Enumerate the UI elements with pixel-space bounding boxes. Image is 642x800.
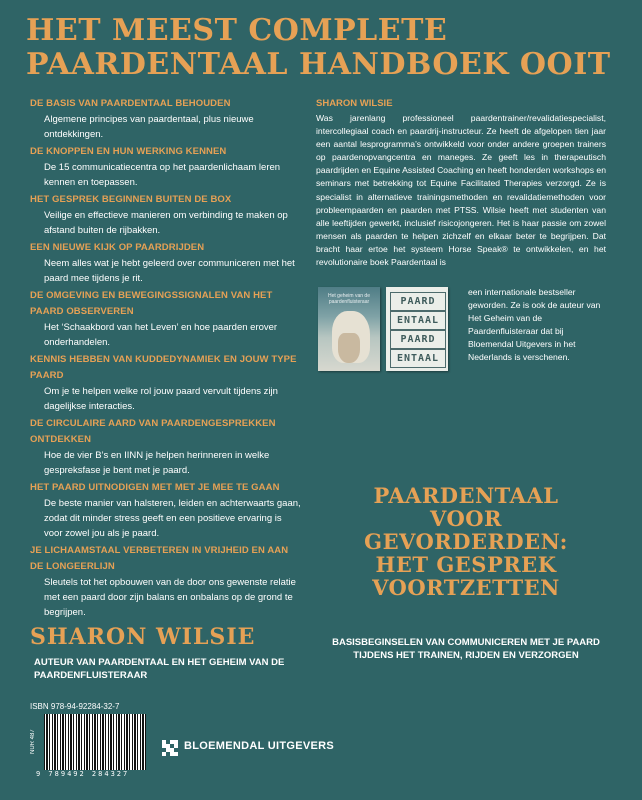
barcode-icon — [44, 714, 146, 770]
main-title-line: PAARDENTAAL — [373, 483, 559, 508]
main-title-line: HET GESPREK — [375, 552, 557, 577]
book-title — [26, 14, 626, 82]
topic-heading: HET PAARD UITNODIGEN MET MET JE MEE TE GAAN — [30, 482, 280, 493]
topic-heading: HET GESPREK BEGINNEN BUITEN DE BOX — [30, 194, 232, 205]
book-cover-text: PAARD — [390, 330, 446, 349]
topic-heading: KENNIS HEBBEN VAN KUDDEDYNAMIEK EN JOUW TYPE PAARD — [30, 354, 297, 381]
main-title-line: GEVORDERDEN: — [364, 529, 568, 554]
publisher-name: BLOEMENDAL UITGEVERS — [184, 740, 335, 752]
publisher-logo-icon — [162, 740, 178, 756]
topic-text: Algemene principes van paardentaal, plus nieuwe ontdekkingen. — [44, 114, 254, 140]
book-main-title — [318, 484, 614, 599]
topic-text: De 15 communicatiecentra op het paardenlichaam leren kennen en toepassen. — [44, 162, 281, 188]
topic-heading: DE KNOPPEN EN HUN WERKING KENNEN — [30, 146, 227, 157]
topic-item — [30, 240, 302, 286]
book-cover-image-geheim — [318, 287, 380, 371]
topic-text: De beste manier van halsteren, leiden en achterwaarts gaan, zodat dit minder stress geeft en een positieve ervaring is voor zowel jou als je paard. — [44, 498, 301, 539]
main-title-line: VOOR — [430, 506, 502, 531]
topic-item — [30, 480, 302, 541]
topic-item — [30, 192, 302, 238]
barcode-digits: 9 789492 284327 — [36, 770, 130, 778]
book-subtitle: BASISBEGINSELEN VAN COMMUNICEREN MET JE PAARD TIJDENS HET TRAINEN, RIJDEN EN VERZORGEN — [332, 637, 600, 661]
topic-heading: JE LICHAAMSTAAL VERBETEREN IN VRIJHEID EN AAN DE LONGEERLIJN — [30, 545, 289, 572]
title-line-2: PAARDENTAAL HANDBOEK OOIT — [26, 47, 611, 82]
topic-item — [30, 288, 302, 350]
topic-text: Sleutels tot het opbouwen van de door ons gewenste relatie met een paard door zijn balans en onbalans op de grond te begrijpen. — [44, 577, 296, 618]
nur-code: NUR 487 — [30, 729, 36, 755]
isbn-text: ISBN 978-94-92284-32-7 — [30, 702, 120, 711]
book-cover-text: ENTAAL — [390, 311, 446, 330]
book-cover-text: ENTAAL — [390, 349, 446, 368]
book-cover-text: PAARD — [390, 292, 446, 311]
author-subtitle: AUTEUR VAN PAARDENTAAL EN HET GEHEIM VAN DE PAARDENFLUISTERAAR — [34, 657, 285, 681]
topic-heading: DE OMGEVING EN BEWEGINGSSIGNALEN VAN HET PAARD OBSERVEREN — [30, 290, 273, 317]
topic-heading: EEN NIEUWE KIJK OP PAARDRIJDEN — [30, 242, 205, 253]
topic-text: Veilige en effectieve manieren om verbinding te maken op afstand buiten de rijbakken. — [44, 210, 288, 236]
topic-item — [30, 543, 302, 620]
topic-text: Neem alles wat je hebt geleerd over communiceren met het paard mee tijdens je rit. — [44, 258, 295, 284]
topic-text: Om je te helpen welke rol jouw paard vervult tijdens zijn dagelijkse interacties. — [44, 386, 278, 412]
topic-heading: DE CIRCULAIRE AARD VAN PAARDENGESPREKKEN ONTDEKKEN — [30, 418, 276, 445]
bio-heading: SHARON WILSIE — [316, 98, 393, 109]
topic-text: Het ‘Schaakbord van het Leven’ en hoe paarden erover onderhandelen. — [44, 322, 278, 348]
bio-text: Was jarenlang professioneel paardentrainer/revalidatiespecialist, intercollegiaal coach en paardrij-instructeur. Ze heeft de afgelopen tien jaar een aantal lesprogramma’s ontwikkeld voor onder andere groepen trainers op paardenopvangcentra en maneges. Ze geeft les in therapeutisch paardrijden en Equine Assisted Coaching en heeft honderden workshops en seminars met betrekking tot Equine Facilitated Therapies verzorgd. Ze is specialist in alternatieve trainingsmethoden en revalidatiemethoden voor probleempaarden en paarden met PTSS. Wilsie heeft met studenten van alle leeftijden gewerkt, inclusief risicojongeren. Het is haar passie om zowel mensen als paarden te helpen zichzelf en elkaar beter te begrijpen. Dat bracht haar ertoe het systeem Horse Speak® te ontwikkelen, en het revolutionaire boek Paardentaal is — [316, 113, 606, 268]
topic-item — [30, 352, 302, 414]
author-name: SHARON WILSIE — [30, 624, 256, 650]
topic-item — [30, 96, 302, 142]
book-cover-image-paardentaal — [386, 287, 448, 371]
topic-heading: DE BASIS VAN PAARDENTAAL BEHOUDEN — [30, 98, 231, 109]
horse-head-image — [338, 333, 360, 363]
title-line-1: HET MEEST COMPLETE — [26, 13, 448, 48]
topic-text: Hoe de vier B’s en IINN je helpen herinneren in welke gespreksfase je bent met je paard. — [44, 450, 270, 476]
book-cover-title: Het geheim van de paardenfluisteraar — [328, 293, 370, 305]
author-bio — [316, 96, 606, 269]
topic-item — [30, 416, 302, 478]
topic-list — [30, 96, 302, 622]
main-title-line: VOORTZETTEN — [372, 575, 560, 600]
topic-item — [30, 144, 302, 190]
bio-text-continued: een internationale bestseller geworden. Ze is ook de auteur van Het Geheim van de Paardenfluisteraar dat bij Bloemendal Uitgevers in het Nederlands is verschenen. — [468, 287, 601, 363]
barcode-block — [30, 702, 148, 782]
